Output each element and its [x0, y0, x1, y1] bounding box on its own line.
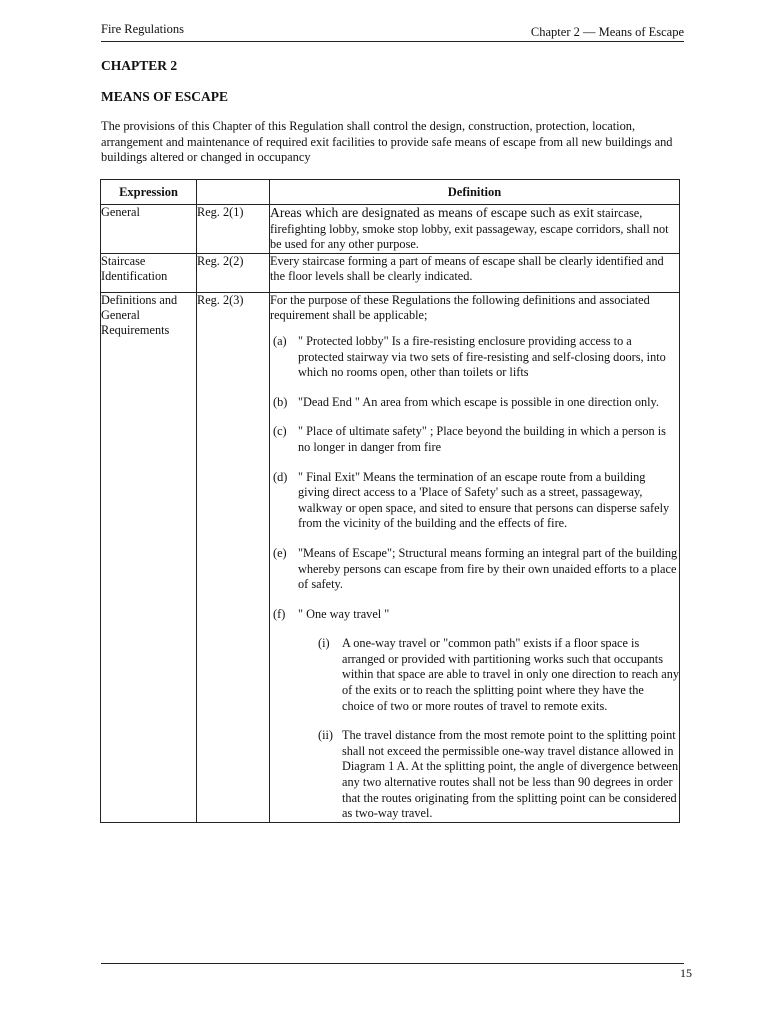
definition-item [270, 607, 679, 623]
item-text: "Dead End " An area from which escape is possible in one direction only. [298, 394, 659, 409]
item-label: (d) [273, 469, 288, 484]
definition-item [270, 470, 679, 532]
table-row [101, 253, 680, 292]
row-expression: General [101, 205, 197, 254]
section-title: MEANS OF ESCAPE [101, 89, 229, 104]
subitem-label: (i) [318, 636, 330, 651]
row-definition: Every staircase forming a part of means of escape shall be clearly identified and the floor levels shall be clearly indicated. [270, 253, 680, 292]
row-expression: Staircase Identification [101, 253, 197, 292]
definition-text-lead: Areas which are designated as means of escape such as exit [270, 205, 594, 220]
item-label: (f) [273, 606, 286, 621]
item-label: (a) [273, 333, 287, 348]
definition-item [270, 334, 679, 381]
header-expression: Expression [101, 180, 197, 205]
table-row [101, 292, 680, 822]
header-rule [101, 41, 684, 42]
table-header-row [101, 180, 680, 205]
row-definition [270, 205, 680, 254]
row-reg: Reg. 2(3) [197, 292, 270, 822]
item-label: (c) [273, 424, 287, 439]
subitem-label: (ii) [318, 728, 334, 743]
definition-text-rest: staircase, firefighting lobby, smoke stop lobby, exit passageway, escape corridors, shall not be used for any other purpose. [270, 206, 669, 252]
definition-subitem [318, 636, 679, 714]
subitem-text: The travel distance from the most remote point to the splitting point shall not exceed the permissible one-way travel distance allowed in Diagram 1 A. At the splitting point, the angle of divergence between any two alternative routes shall not be less than 90 degrees in order that the routes originating from the splitting point can be considered as two-way travel. [342, 728, 679, 821]
header-reg [197, 180, 270, 205]
definition-item [270, 546, 679, 593]
row-reg: Reg. 2(1) [197, 205, 270, 254]
item-label: (b) [273, 394, 288, 409]
footer-rule [101, 963, 684, 964]
row-definition [270, 292, 680, 822]
definition-subitem [318, 728, 679, 822]
definitions-intro: For the purpose of these Regulations the following definitions and associated requirement shall be applicable; [270, 292, 650, 323]
header-definition: Definition [270, 180, 680, 205]
running-header-chapter: Chapter 2 — Means of Escape [530, 25, 684, 39]
intro-paragraph: The provisions of this Chapter of this Regulation shall control the design, construction, protection, location, arrangement and maintenance of required exit facilities to provide safe means of escape from all new buildings and buildings altered or changed in occupancy [101, 119, 673, 164]
regulations-table [100, 179, 680, 823]
row-expression: Definitions and General Requirements [101, 292, 197, 822]
row-reg: Reg. 2(2) [197, 253, 270, 292]
table-row [101, 205, 680, 254]
item-text: " One way travel " [298, 606, 390, 621]
item-text: " Final Exit" Means the termination of an escape route from a building giving direct access to a 'Place of Safety' such as a street, passageway, walkway or open space, and sited to ensure that persons can disperse safely from the vicinity of the building and the effects of fire. [298, 469, 670, 531]
page-number: 15 [680, 966, 692, 980]
subitem-text: A one-way travel or "common path" exists if a floor space is arranged or provided with partitioning works such that occupants within that space are able to travel in only one direction to reach any of the exits or to reach the splitting point where they have the choice of two or more routes of travel to remote exits. [342, 636, 680, 713]
item-text: " Protected lobby" Is a fire-resisting enclosure providing access to a protected stairway via two sets of fire-resisting and self-closing doors, into which no rooms open, other than toilets or lifts [298, 333, 666, 380]
running-header-title: Fire Regulations [101, 22, 184, 36]
definition-item [270, 424, 679, 455]
chapter-heading: CHAPTER 2 [101, 58, 178, 73]
item-text: " Place of ultimate safety" ; Place beyond the building in which a person is no longer in danger from fire [298, 424, 666, 454]
item-text: "Means of Escape"; Structural means forming an integral part of the building whereby persons can escape from fire by their own unaided efforts to a place of safety. [298, 545, 678, 592]
item-label: (e) [273, 545, 287, 560]
definition-item [270, 395, 679, 411]
